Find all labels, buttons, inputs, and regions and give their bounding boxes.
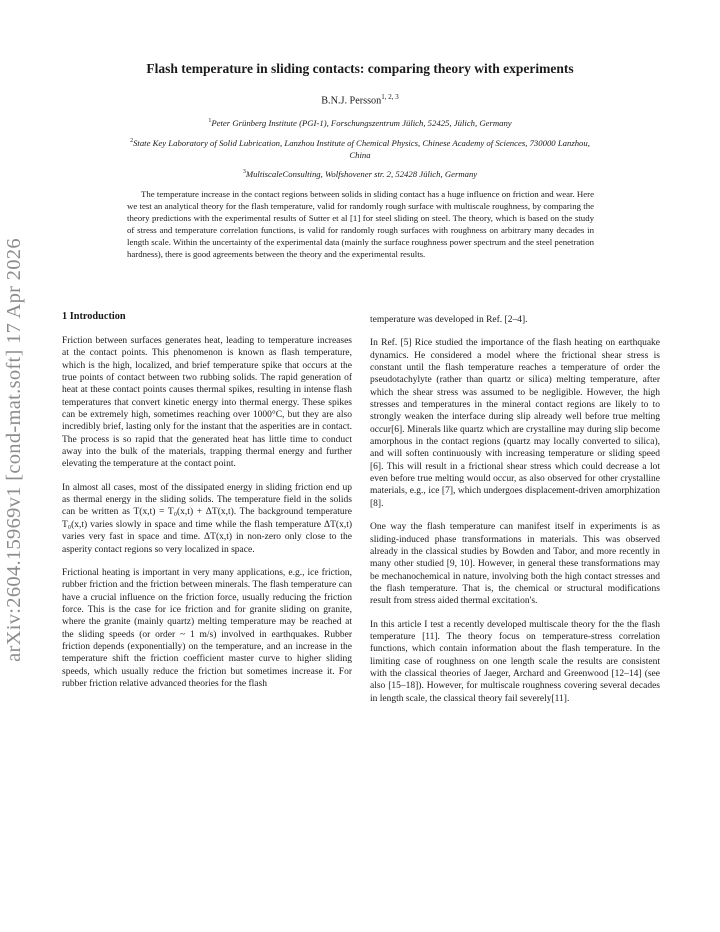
paper-title: Flash temperature in sliding contacts: comparing theory with experiments — [146, 61, 574, 76]
affiliation-1-mark: 1 — [208, 118, 212, 124]
paragraph: In this article I test a recently developed multiscale theory for the the flash temperature [11]. The theory focus on temperature-stress correlation functions, which contain information about the flash temperature. In the limiting case of roughness on one length scale the results are consistent with the classical theories of Jaeger, Archard and Greenwood [12–14] (see also [15–18]). However, for multiscale roughness covering several decades in length scale, the classical theory fail severely[11]. — [370, 619, 660, 704]
affiliation-2-text: State Key Laboratory of Solid Lubrication, Lanzhou Institute of Chemical Physics, Chinese Academy of Sciences, 730000 Lanzhou, China — [133, 137, 590, 161]
left-column — [62, 310, 352, 701]
author-affiliation-marks: 1, 2, 3 — [381, 93, 399, 101]
paragraph: Frictional heating is important in very many applications, e.g., ice friction, rubber friction and the friction between minerals. The flash temperature can have a crucial influence on the friction force, usually reducing the friction force. This is the case for ice friction and for granite sliding on granite, where the granite (mainly quartz) melting temperature may be reached at the sliding speeds (or order ~ 1 m/s) involved in earthquakes. Rubber friction depends (exponentially) on the temperature, and an increase in the temperature shift the friction coefficient master curve to higher sliding speeds, which usually reduce the friction but sometimes increase it. For rubber friction relative advanced theories for the flash — [62, 567, 352, 689]
affiliation-1 — [100, 115, 620, 129]
abstract: The temperature increase in the contact regions between solids in sliding contact has a huge influence on friction and wear. Here we test an analytical theory for the flash temperature, valid for randomly rough surface with multiscale roughness, by comparing the theory predictions with the experimental results of Sutter et al [1] for steel sliding on steel. The theory, which is based on the study of stress and temperature correlation functions, is valid for randomly rough surfaces with roughness on arbitrary many decades in length scale. Within the uncertainty of the experimental data (mainly the surface roughness power spectrum and the steel penetration hardness), there is good agreements between the theory and the experimental results. — [127, 189, 594, 259]
paragraph: temperature was developed in Ref. [2–4]. — [370, 315, 528, 325]
affiliation-3-text: MultiscaleConsulting, Wolfshovener str. 2, 52428 Jülich, Germany — [245, 168, 478, 179]
author-line — [0, 93, 720, 106]
section-title: 1 Introduction — [62, 311, 126, 322]
affiliation-3 — [100, 166, 620, 180]
affiliation-3-mark: 3 — [242, 169, 246, 175]
affiliation-2 — [130, 135, 590, 162]
paragraph: Friction between surfaces generates heat, leading to temperature increases at the contact points. This phenomenon is known as flash temperature, which is the high, localized, and brief temperature spike that occurs at the true points of contact between two rubbing solids. The rapid generation of heat at these contact points causes thermal spikes, resulting in intense flash temperatures that convert kinetic energy into thermal energy. These spikes can be extremely high, sometimes reaching over 1000°C, but they are also incredibly brief, lasting only for the instant that the asperities are in contact. The process is so rapid that the generated heat has little time to conduct away into the bulk of the materials, trapping thermal energy and further elevating the temperature at the contact point. — [62, 336, 352, 470]
right-column — [370, 314, 660, 716]
paragraph: One way the flash temperature can manifest itself in experiments is as sliding-induced phase transformations in materials. This was observed already in the classical studies by Bowden and Tabor, and more recently in many other studied [9, 10]. However, in general these transformations may be mechanochemical in nature, involving both the high contact stresses and the flash temperature. That is, the chemical or structural modifications result from stress aided thermal excitation's. — [370, 522, 660, 607]
paragraph: In Ref. [5] Rice studied the importance of the flash heating on earthquake dynamics. He considered a model where the frictional shear stress is constant until the flash temperature reaches a temperature of order the pseudotachylyte (rather than quartz or silica) melting temperature, after which the shear stress was assumed to be negligible. However, the high stresses and temperatures in the mineral contact regions are likely to to strongly weaken the interface during slip already well before true melting occur[6]. Minerals like quartz which are crystalline may during slip become amorphous in the contact regions (quartz may locally converted to silica), and will soften continuously with increasing temperature or sliding speed [6]. This will result in a frictional shear stress which could decrease a lot even before true melting would occur, as also observed for other crystalline materials, e.g., ice [7], which undergoes displacement-driven amorphization [8]. — [370, 338, 660, 509]
paragraph: In almost all cases, most of the dissipated energy in sliding friction end up as thermal energy in the sliding solids. The temperature field in the solids can be written as T(x,t) = T₀(x,t) + ΔT(x,t). The background temperature T₀(x,t) varies slowly in space and time while the flash temperature ΔT(x,t) varies very fast in space and time. ΔT(x,t) in non-zero only close to the asperity contact regions so very localized in space. — [62, 482, 352, 555]
author-name: B.N.J. Persson — [321, 95, 382, 107]
arxiv-identifier: arXiv:2604.15969v1 [cond-mat.soft] 17 Apr 2026 — [3, 238, 25, 662]
affiliation-2-mark: 2 — [130, 138, 134, 144]
affiliation-1-text: Peter Grünberg Institute (PGI-1), Forschungszentrum Jülich, 52425, Jülich, Germany — [211, 117, 512, 128]
